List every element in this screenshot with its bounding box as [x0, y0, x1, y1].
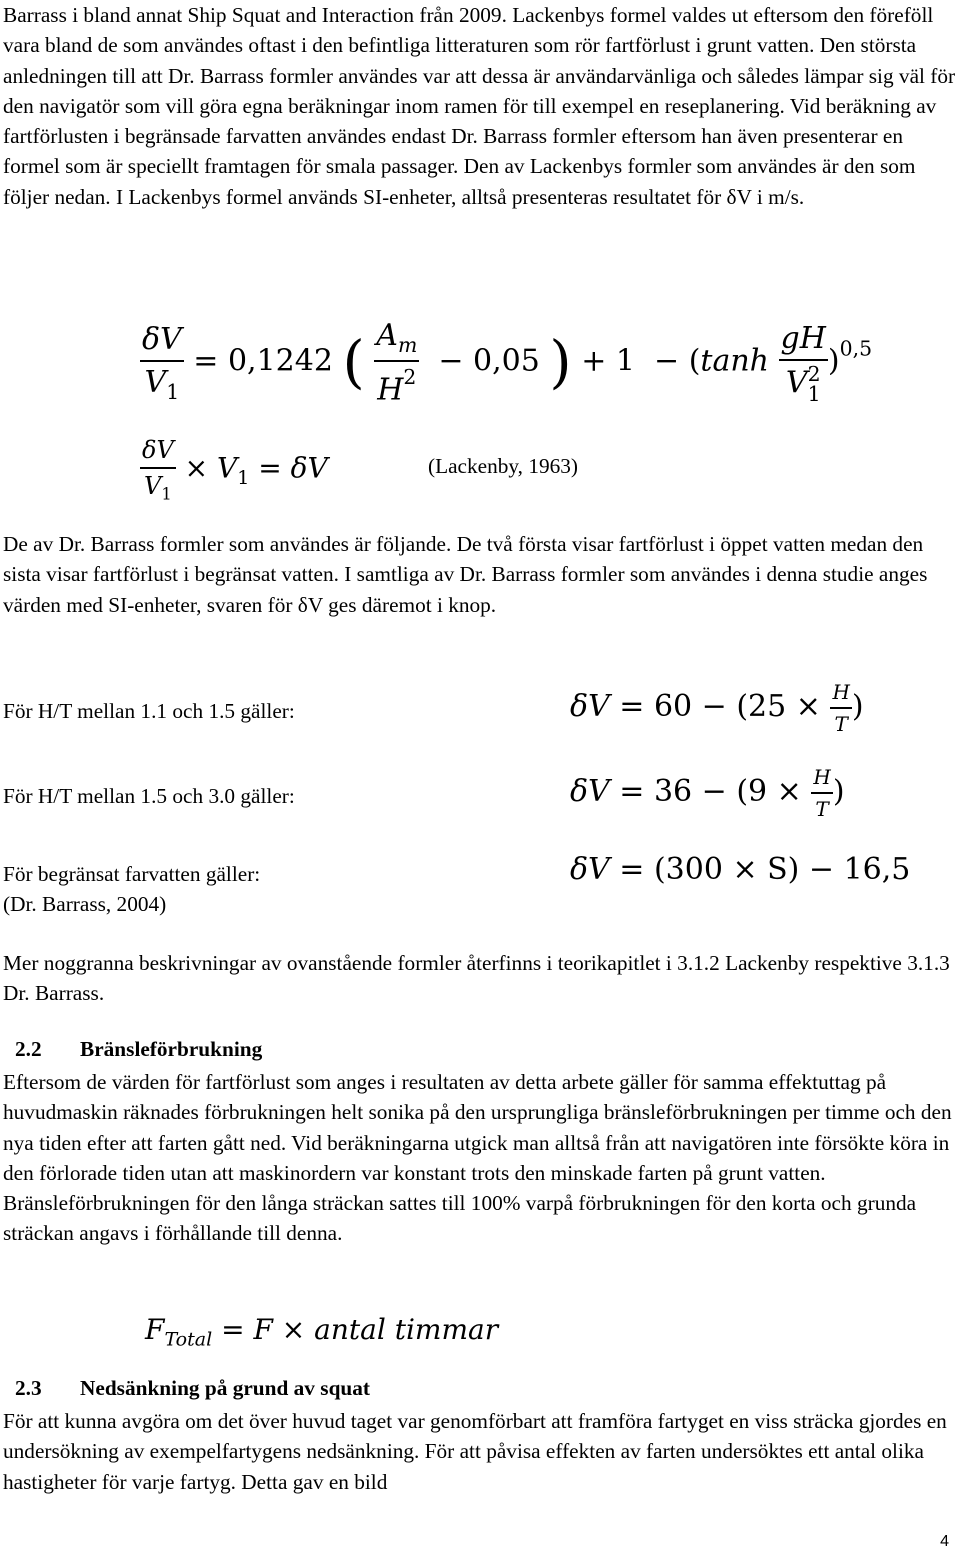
condition-3: För begränsat farvatten gäller: [3, 862, 261, 886]
more-info-paragraph: Mer noggranna beskrivningar av ovanstående formler återfinns i teorikapitlet i 3.1.2 Lackenby respektive 3.1.3 Dr. Barrass. [3, 951, 950, 1006]
lackenby-formula: $\frac{\delta V}{V_1}$ = 0,1242 ( $\frac{A_m}{H^2}$ − 0,05 ) + 1 − (tanh gH V 2 1 )$^{0,5}$ [142, 318, 873, 408]
lackenby-citation: (Lackenby, 1963) [428, 454, 579, 478]
section-2-2-number: 2.2 [15, 1037, 42, 1061]
barrass-intro-paragraph: De av Dr. Barrass formler som användes är följande. De två första visar fartförlust i öppet vatten medan den sista visar fartförlust i begränsat vatten. I samtliga av Dr. Barrass formler som användes i denna studie anges värden med SI-enheter, svaren för δV ges däremot i knop. [3, 532, 928, 617]
lackenby-exponent: 0,5 [839, 336, 873, 361]
eq1-text: = 60 − (25 × [619, 689, 821, 724]
barrass-eq-1: δV = 60 − (25 × $\frac{H}{T}$ ) [570, 680, 864, 736]
tanh-function: tanh [700, 343, 769, 379]
gh-over-v1sq: gH V 2 1 [780, 320, 826, 407]
squat-paragraph: För att kunna avgöra om det över huvud taget var genomförbart att framföra fartyget en viss sträcka gjordes en undersökning av exempelfartygens nedsänkning. För att påvisa effekten av farten undersöktes ett antal olika hastigheter för varje fartyg. Detta gav en bild [3, 1409, 947, 1494]
lackenby-coef: = 0,1242 [193, 343, 333, 379]
section-2-3-title: Nedsänkning på grund av squat [80, 1376, 370, 1400]
barrass-eq-2: δV = 36 − (9 × $\frac{H}{T}$ ) [570, 765, 845, 821]
lackenby-minus-value: 0,05 [473, 343, 540, 379]
fuel-formula: $F_{Total} = F$ × antal timmar [145, 1313, 499, 1351]
eq3-text: = (300 × S) − 16,5 [619, 852, 911, 887]
fuel-paragraph: Eftersom de värden för fartförlust som anges i resultaten av detta arbete gäller för samma effektuttag på huvudmaskin räknades förbrukningen helt sonika på den ursprungliga bränsleförbrukningen per timme och den nya tiden efter att farten gått ned. Vid beräkningarna utgick man alltså från att navigatören inte försökte köra in den förlorade tiden utan att maskinordern var konstant trots den minskade farten på grunt vatten. Bränsleförbrukningen för den långa sträckan sattes till 100% varpå förbrukningen för den korta och grunda sträckan angavs i förhållande till denna. [3, 1070, 952, 1246]
lackenby-plus-one: + 1 [581, 343, 635, 379]
dv-over-v1: $\frac{\delta V}{V_1}$ [142, 321, 182, 404]
barrass-eq-3: δV = (300 × S) − 16,5 [570, 852, 911, 887]
condition-1: För H/T mellan 1.1 och 1.5 gäller: [3, 699, 295, 723]
eq2-text: = 36 − (9 × [619, 774, 802, 809]
section-2-3-number: 2.3 [15, 1376, 42, 1400]
page-number: 4 [940, 1533, 949, 1550]
lackenby-conversion: $\frac{\delta V}{V_1}$ × $V_1 = \delta V$ [142, 436, 328, 504]
condition-2: För H/T mellan 1.5 och 3.0 gäller: [3, 784, 295, 808]
barrass-citation: (Dr. Barrass, 2004) [3, 892, 167, 916]
intro-paragraph: Barrass i bland annat Ship Squat and Interaction från 2009. Lackenbys formel valdes ut eftersom den föreföll vara bland de som användes oftast i den befintliga litteraturen som rör fartförlust i grunt vatten. Den största anledningen till att Dr. Barrass formler användes var att dessa är användarvänliga och således lämpar sig väl för den navigatör som vill göra egna beräkningar inom ramen för till exempel en reseplanering. Vid beräkning av fartförlusten i begränsade farvatten användes endast Dr. Barrass formler eftersom han även presenterar en formel som är speciellt framtagen för smala passager. Den av Lackenbys formler som användes är den som följer nedan. I Lackenbys formel används SI-enheter, alltså presenteras resultatet för δV i m/s. [3, 3, 956, 209]
section-2-2-title: Bränsleförbrukning [80, 1037, 263, 1061]
am-over-h2: $\frac{A_m}{H^2}$ [376, 318, 418, 408]
